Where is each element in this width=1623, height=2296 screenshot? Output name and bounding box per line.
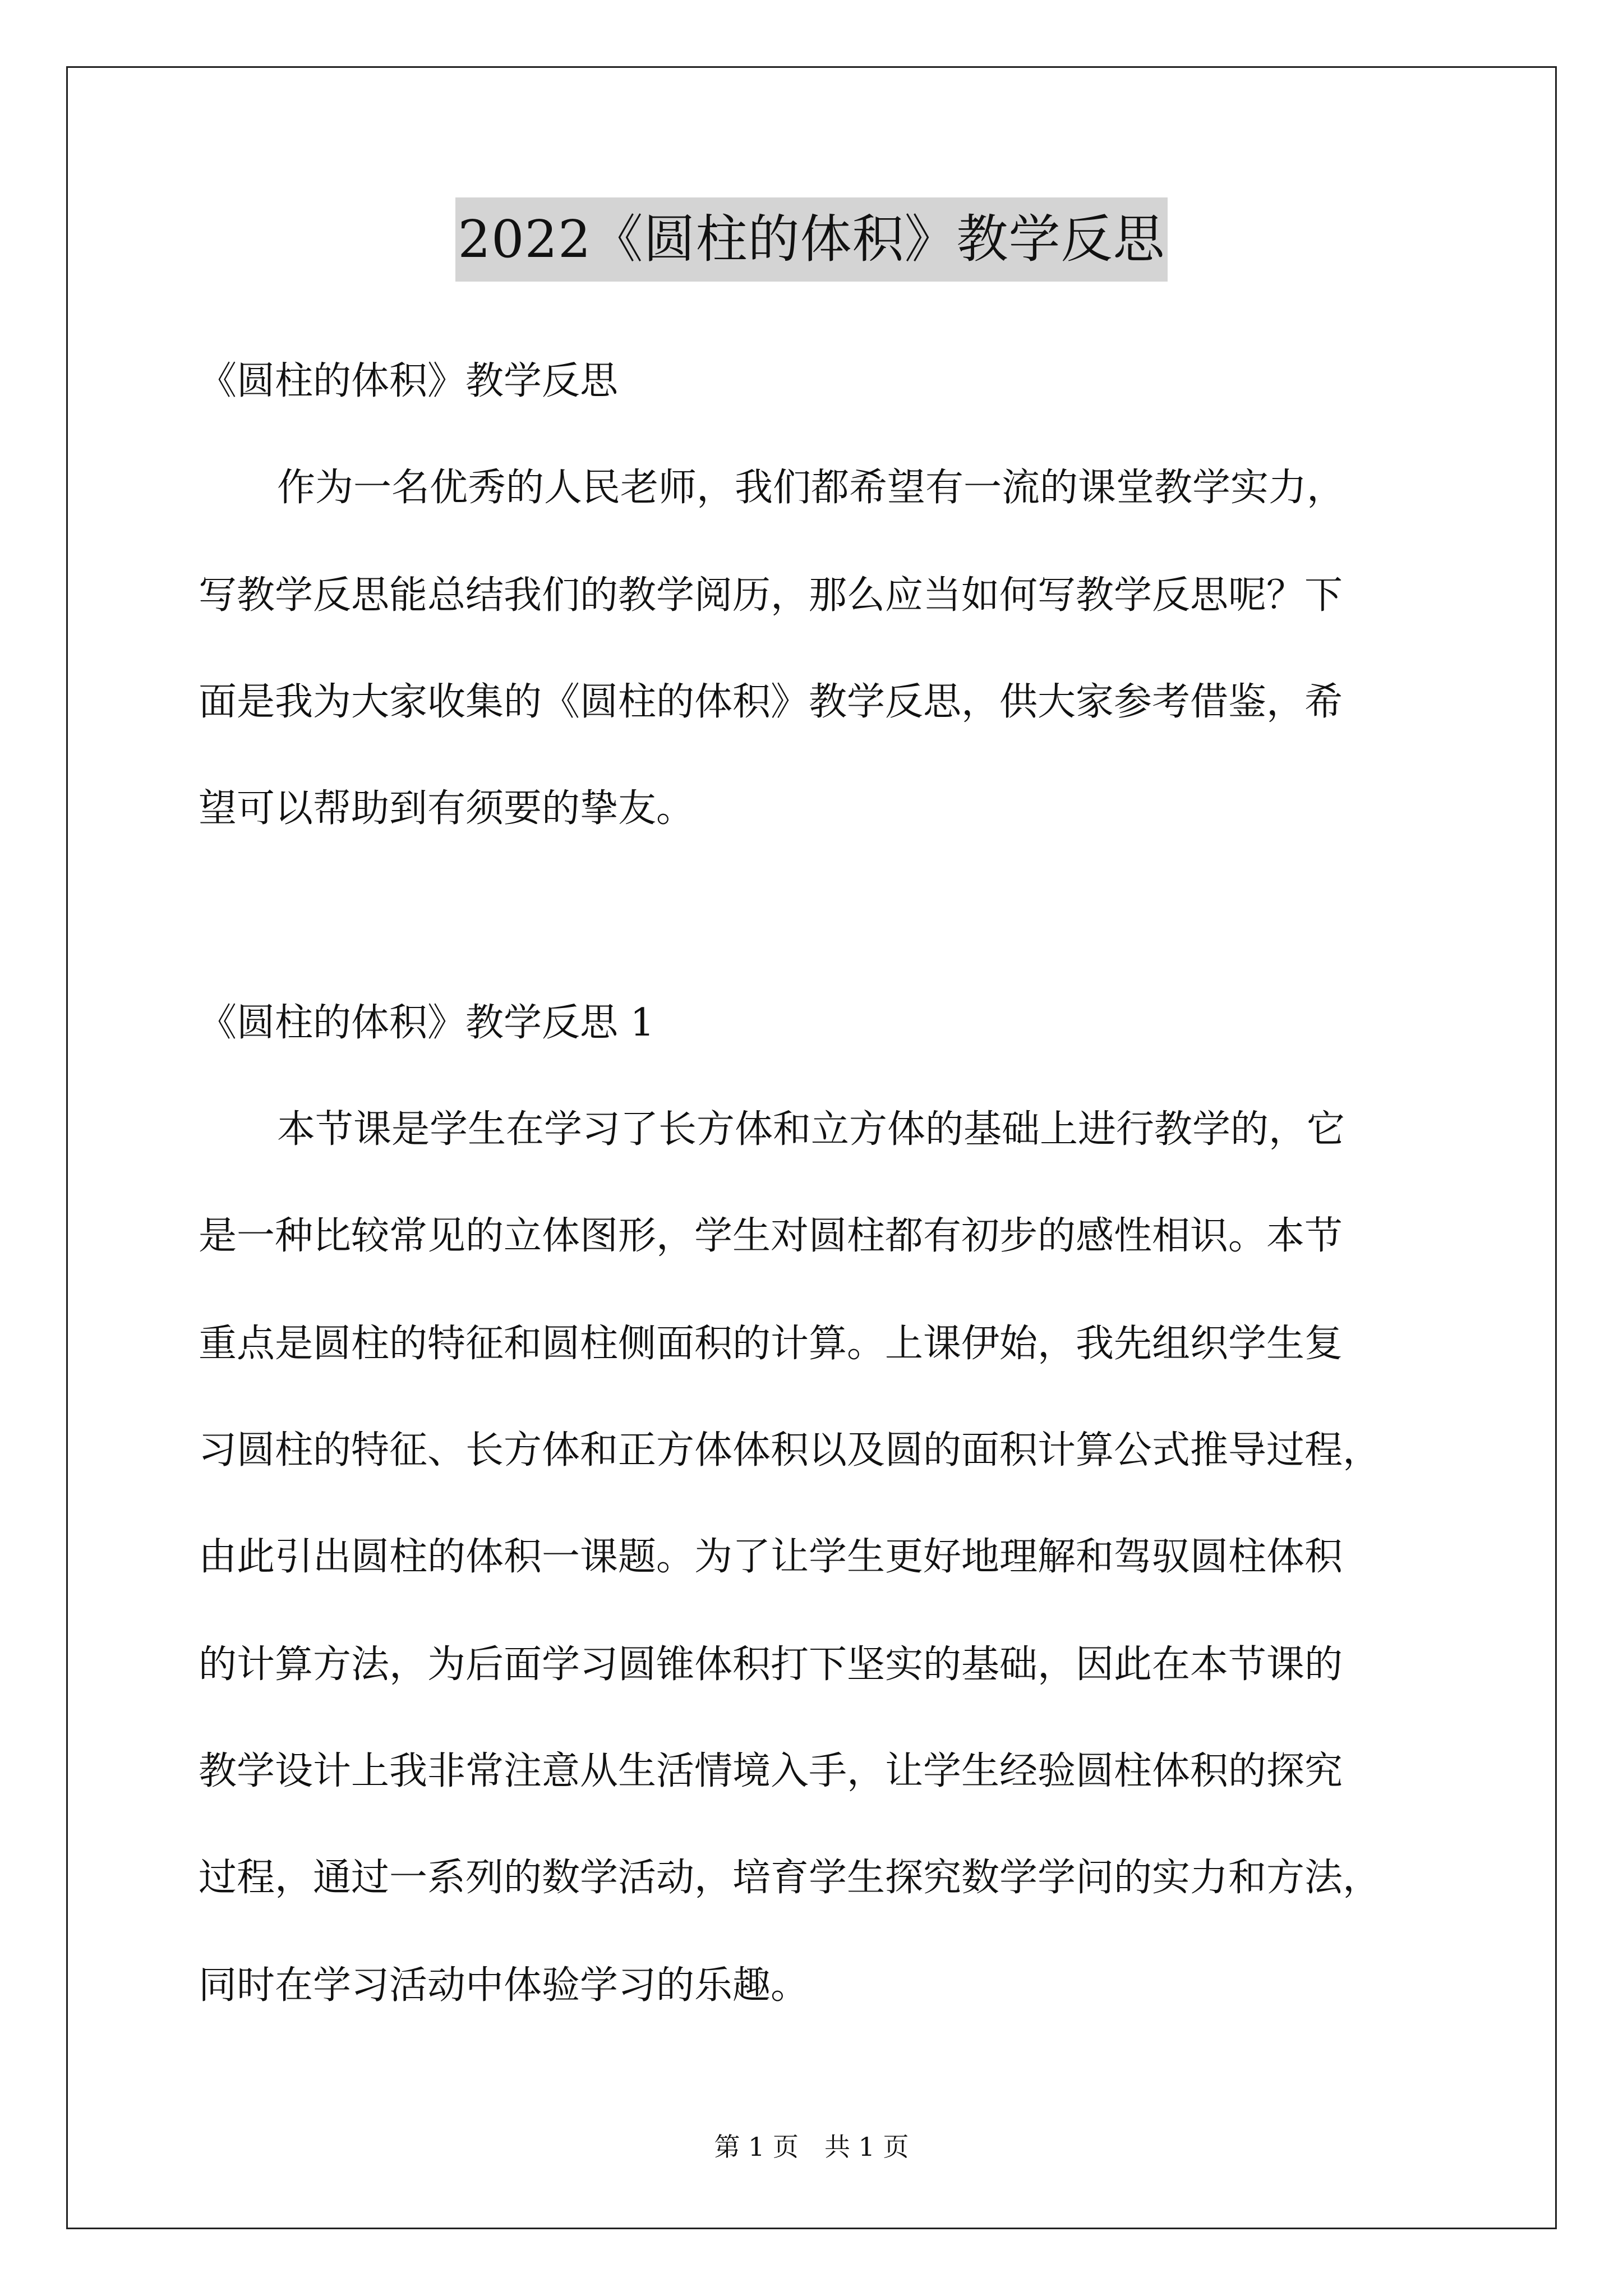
page-footer: 第 1 页 共 1 页 [714, 2132, 909, 2162]
subtitle: 《圆柱的体积》教学反思 [199, 359, 619, 403]
paragraph-line: 是一种比较常见的立体图形，学生对圆柱都有初步的感性相识。本节 [199, 1214, 1343, 1258]
paragraph-line: 教学设计上我非常注意从生活情境入手，让学生经验圆柱体积的探究 [199, 1749, 1343, 1793]
paragraph-line: 望可以帮助到有须要的挚友。 [199, 786, 695, 831]
paragraph-line: 同时在学习活动中体验学习的乐趣。 [199, 1963, 809, 2008]
paragraph-line: 过程，通过一系列的数学活动，培育学生探究数学学问的实力和方法， [199, 1856, 1381, 1900]
paragraph-line: 由此引出圆柱的体积一课题。为了让学生更好地理解和驾驭圆柱体积 [199, 1535, 1343, 1579]
document-title: 2022《圆柱的体积》教学反思 [455, 197, 1167, 282]
paragraph-line: 的计算方法，为后面学习圆锥体积打下坚实的基础，因此在本节课的 [199, 1642, 1343, 1687]
title-container [0, 197, 1623, 282]
paragraph-line: 本节课是学生在学习了长方体和立方体的基础上进行教学的，它 [277, 1107, 1345, 1152]
section-heading: 《圆柱的体积》教学反思 1 [199, 1001, 654, 1045]
paragraph-line: 作为一名优秀的人民老师，我们都希望有一流的课堂教学实力， [277, 466, 1345, 510]
paragraph-line: 面是我为大家收集的《圆柱的体积》教学反思，供大家参考借鉴，希 [199, 680, 1343, 724]
paragraph-line: 重点是圆柱的特征和圆柱侧面积的计算。上课伊始，我先组织学生复 [199, 1322, 1343, 1366]
paragraph-line: 写教学反思能总结我们的教学阅历，那么应当如何写教学反思呢？下 [199, 573, 1343, 618]
paragraph-line: 习圆柱的特征、长方体和正方体体积以及圆的面积计算公式推导过程， [199, 1428, 1381, 1473]
